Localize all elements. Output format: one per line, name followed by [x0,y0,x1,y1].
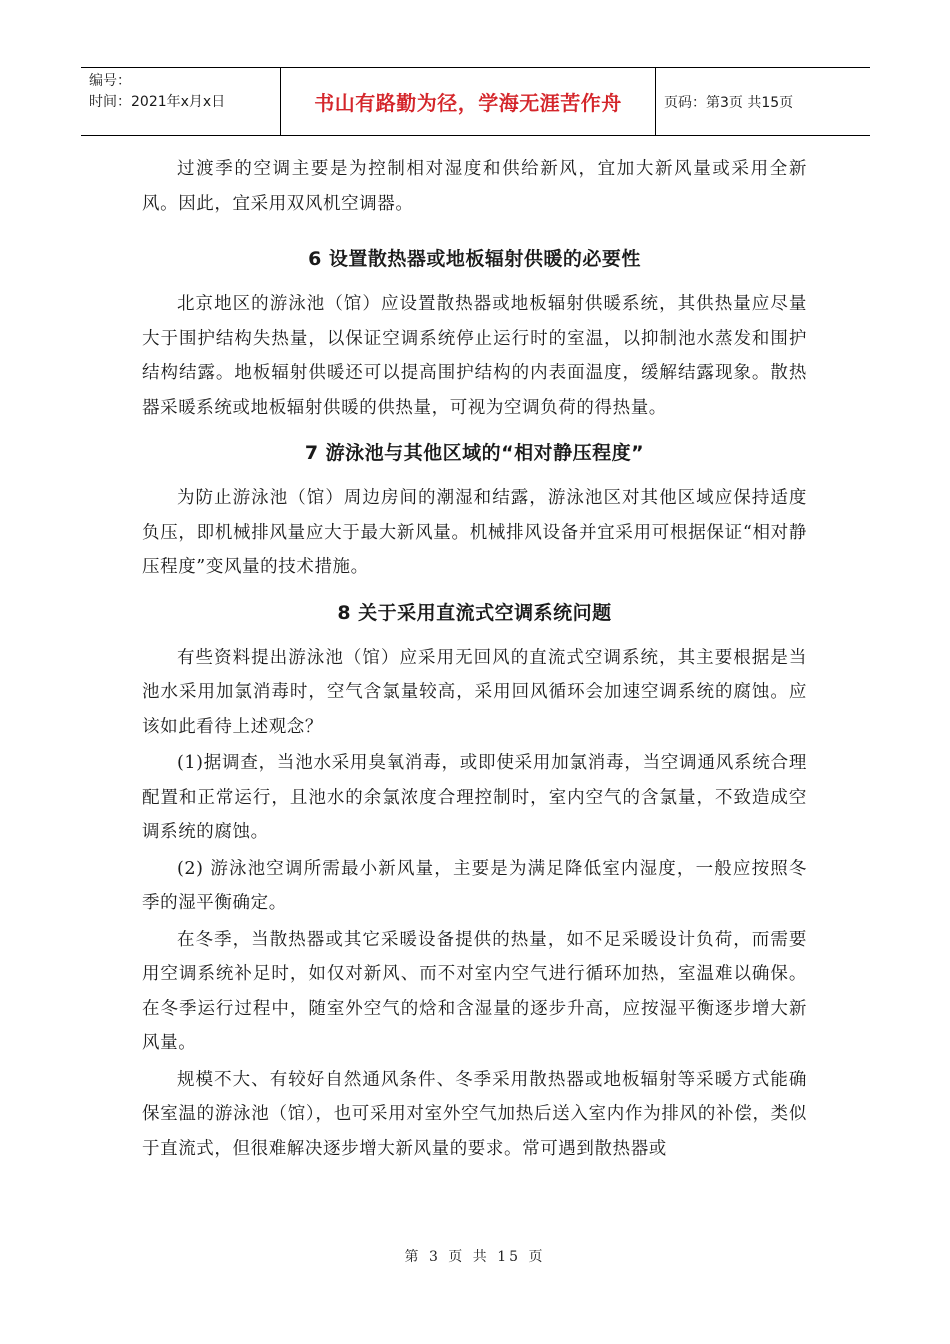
paragraph-8c: (2) 游泳池空调所需最小新风量，主要是为满足降低室内湿度，一般应按照冬季的湿平衡确定。 [142,858,807,913]
section-heading-7: 7 游泳池与其他区域的“相对静压程度” [304,442,645,464]
paragraph-8a: 有些资料提出游泳池（馆）应采用无回风的直流式空调系统，其主要根据是当池水采用加氯消毒时，空气含氯量较高，采用回风循环会加速空调系统的腐蚀。应该如此看待上述观念？ [142,647,807,737]
paragraph-8d: 在冬季，当散热器或其它采暖设备提供的热量，如不足采暖设计负荷，而需要用空调系统补足时，如仅对新风、而不对室内空气进行循环加热，室温难以确保。在冬季运行过程中，随室外空气的焓和含湿量的逐步升高，应按湿平衡逐步增大新风量。 [142,929,807,1053]
paragraph-7: 为防止游泳池（馆）周边房间的潮湿和结露，游泳池区对其他区域应保持适度负压，即机械排风量应大于最大新风量。机械排风设备并宜采用可根据保证“相对静压程度”变风量的技术措施。 [142,488,807,577]
document-date: 时间：2021年x月x日 [89,94,226,110]
page-header [81,67,870,136]
paragraph-intro: 过渡季的空调主要是为控制相对湿度和供给新风，宜加大新风量或采用全新风。因此，宜采用双风机空调器。 [142,159,807,214]
section-heading-6: 6 设置散热器或地板辐射供暖的必要性 [308,248,641,270]
motto-text: 书山有路勤为径，学海无涯苦作舟 [314,91,622,115]
header-page-info [656,68,870,135]
page-info-text: 页码：第3页 共15页 [664,94,794,111]
document-number-label: 编号： [89,73,131,89]
section-heading-8: 8 关于采用直流式空调系统问题 [337,601,612,624]
page-footer: 第 3 页 共 15 页 [404,1249,546,1265]
header-meta [81,68,281,135]
header-motto-cell [281,68,656,135]
paragraph-8b: (1)据调查，当池水采用臭氧消毒，或即使采用加氯消毒，当空调通风系统合理配置和正常运行，且池水的余氯浓度合理控制时，室内空气的含氯量，不致造成空调系统的腐蚀。 [142,753,807,842]
paragraph-6: 北京地区的游泳池（馆）应设置散热器或地板辐射供暖系统，其供热量应尽量大于围护结构失热量，以保证空调系统停止运行时的室温，以抑制池水蒸发和围护结构结露。地板辐射供暖还可以提高围护结构的内表面温度，缓解结露现象。散热器采暖系统或地板辐射供暖的供热量，可视为空调负荷的得热量。 [142,294,807,418]
paragraph-8e: 规模不大、有较好自然通风条件、冬季采用散热器或地板辐射等采暖方式能确保室温的游泳池（馆），也可采用对室外空气加热后送入室内作为排风的补偿，类似于直流式，但很难解决逐步增大新风量的要求。常可遇到散热器或 [142,1069,807,1159]
document-body [142,152,807,1166]
